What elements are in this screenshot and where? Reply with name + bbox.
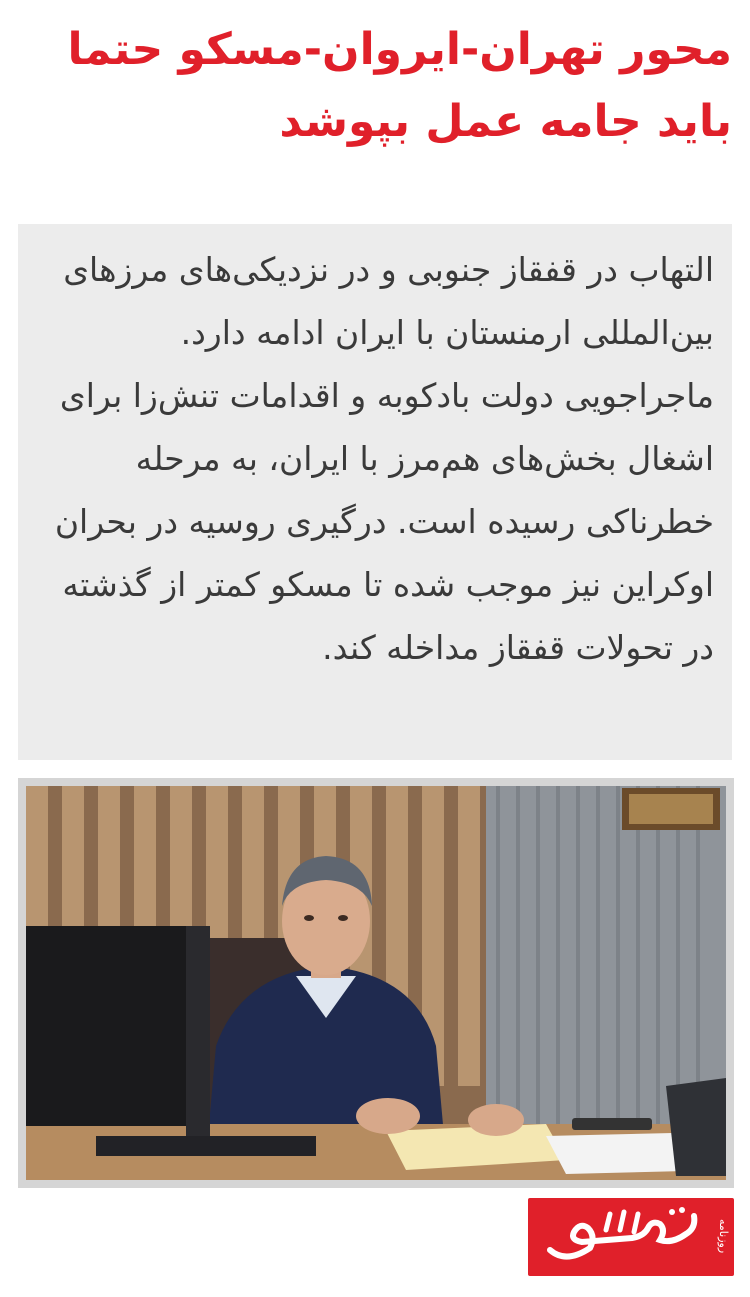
article-photo — [26, 786, 726, 1180]
logo-script-mark — [536, 1200, 706, 1272]
newspaper-logo[interactable] — [528, 1198, 734, 1276]
keyboard — [96, 1136, 316, 1156]
monitor — [26, 926, 206, 1126]
logo-small-text: روزنامه — [717, 1218, 730, 1254]
lead-paragraph: التهاب در قفقاز جنوبی و در نزدیکی‌های مرزهای بین‌المللی ارمنستان با ایران ادامه دارد. ماجراجویی دولت بادکوبه و اقدامات تنش‌زا برای اشغال بخش‌های هم‌مرز با ایران، به مرحله خطرناکی رسیده است. درگیری روسیه در بحران اوکراین نیز موجب شده تا مسکو کمتر از گذشته در تحولات قفقاز مداخله کند. — [54, 250, 714, 667]
lead-box — [18, 224, 732, 760]
photo-illustration — [26, 786, 726, 1180]
photo-frame — [18, 778, 734, 1188]
article-headline: محور تهران-ایروان-مسکو حتما باید جامه عمل بپوشد — [67, 24, 732, 147]
